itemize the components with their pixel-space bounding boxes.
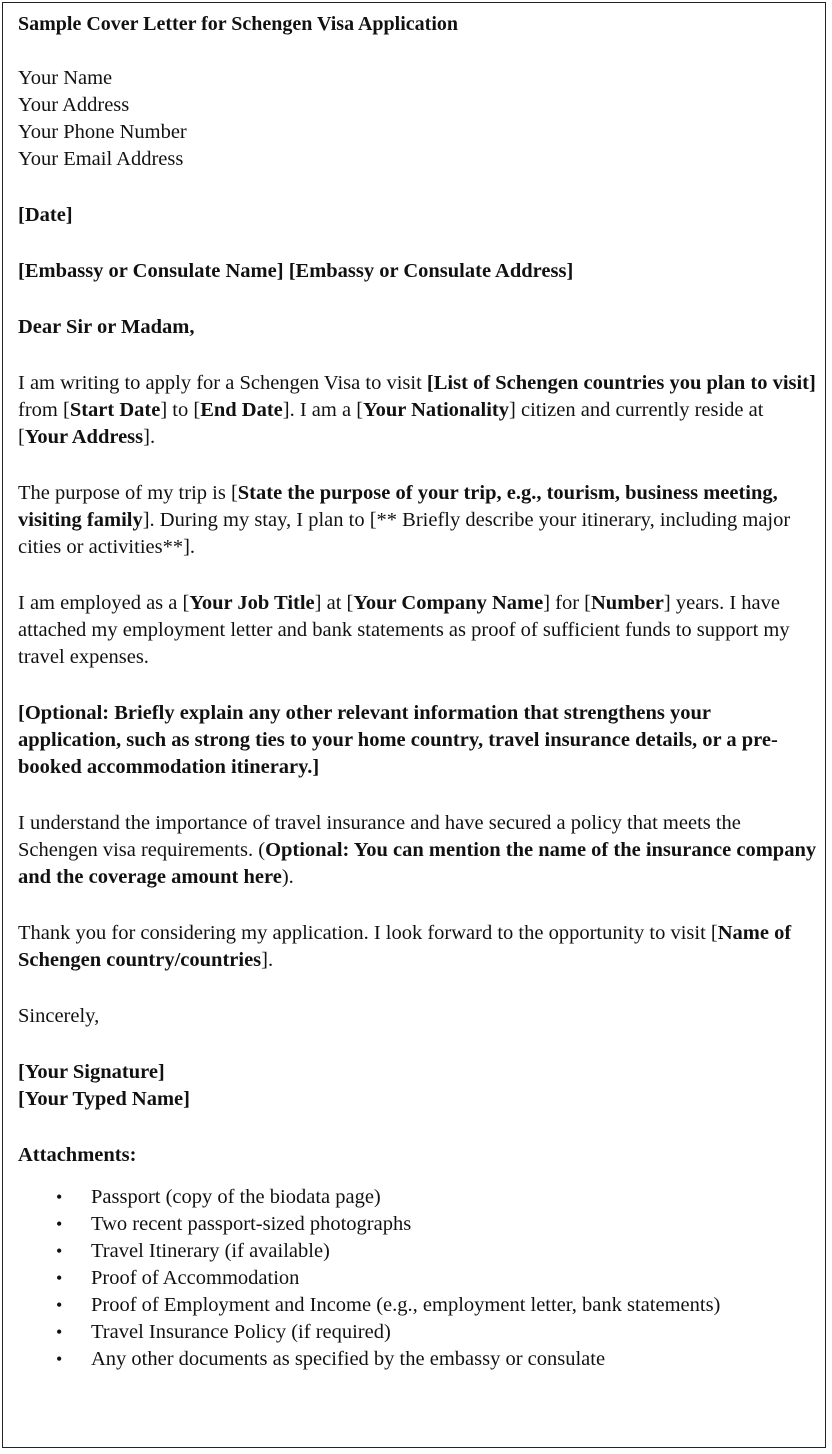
list-item: • Two recent passport-sized photographs [18, 1211, 818, 1238]
attachments-list [18, 1184, 818, 1373]
insurance-paragraph [18, 810, 818, 891]
employment-text: ] for [ [543, 592, 591, 614]
countries-placeholder: [List of Schengen countries you plan to visit] [426, 372, 816, 394]
years-placeholder: Number [591, 592, 664, 614]
list-item: • Passport (copy of the biodata page) [18, 1184, 818, 1211]
purpose-paragraph [18, 480, 818, 561]
list-item: • Any other documents as specified by the embassy or consulate [18, 1346, 818, 1373]
job-title-placeholder: Your Job Title [189, 592, 315, 614]
intro-text: I am writing to apply for a Schengen Visa to visit [18, 372, 427, 394]
intro-text: from [ [18, 399, 70, 421]
date-placeholder: [Date] [18, 204, 73, 226]
start-date-placeholder: Start Date [69, 399, 161, 421]
nationality-placeholder: Your Nationality [363, 399, 510, 421]
intro-text: ]. I am a [ [282, 399, 364, 421]
sender-email: Your Email Address [18, 148, 184, 170]
end-date-placeholder: End Date [200, 399, 283, 421]
insurance-text: I understand the importance of travel insurance and have secured a policy that meets the Schengen visa requirements. ( [18, 812, 741, 861]
list-item: • Proof of Employment and Income (e.g., employment letter, bank statements) [18, 1292, 818, 1319]
list-item: • Travel Itinerary (if available) [18, 1238, 818, 1265]
recipient-block [18, 258, 818, 285]
typed-name-placeholder: [Your Typed Name] [18, 1088, 190, 1110]
salutation: Dear Sir or Madam, [18, 316, 195, 338]
purpose-text: The purpose of my trip is [ [18, 482, 238, 504]
sender-block [18, 65, 818, 173]
company-placeholder: Your Company Name [353, 592, 544, 614]
attachments-heading: Attachments: [18, 1144, 137, 1166]
employment-text: I am employed as a [ [18, 592, 190, 614]
list-item: • Proof of Accommodation [18, 1265, 818, 1292]
purpose-text: ]. During my stay, I plan to [** Briefly describe your itinerary, including major cities or activities**]. [18, 509, 791, 558]
optional-paragraph: [Optional: Briefly explain any other relevant information that strengthens your application, such as strong ties to your home country, travel insurance details, or a pre-booked accommodation itinerary.] [18, 702, 778, 778]
thanks-text: ]. [261, 949, 274, 971]
thanks-paragraph [18, 920, 818, 974]
insurance-text: ). [281, 866, 294, 888]
sender-phone: Your Phone Number [18, 121, 187, 143]
employment-text: ] at [ [314, 592, 354, 614]
country-placeholder: Name of Schengen country/countries [18, 922, 792, 971]
intro-text: ] citizen and currently reside at [ [18, 399, 764, 448]
intro-paragraph [18, 370, 818, 451]
signature-placeholder: [Your Signature] [18, 1061, 165, 1083]
closing: Sincerely, [18, 1005, 100, 1027]
purpose-placeholder: State the purpose of your trip, e.g., tourism, business meeting, visiting family [18, 482, 778, 531]
insurance-placeholder: Optional: You can mention the name of the insurance company and the coverage amount here [18, 839, 817, 888]
sender-name: Your Name [18, 67, 113, 89]
recipient-name: [Embassy or Consulate Name] [18, 260, 284, 282]
employment-paragraph [18, 590, 818, 671]
list-item: • Travel Insurance Policy (if required) [18, 1319, 818, 1346]
document-frame [2, 2, 826, 1448]
signature-block [18, 1059, 818, 1113]
cover-letter [18, 11, 818, 1373]
sender-address: Your Address [18, 94, 130, 116]
employment-text: ] years. I have attached my employment letter and bank statements as proof of sufficient funds to support my travel expenses. [18, 592, 790, 668]
recipient-address: [Embassy or Consulate Address] [288, 260, 574, 282]
intro-text: ] to [ [160, 399, 201, 421]
document-title: Sample Cover Letter for Schengen Visa Application [18, 13, 458, 35]
intro-text: ]. [143, 426, 156, 448]
address-placeholder: Your Address [24, 426, 144, 448]
thanks-text: Thank you for considering my application. I look forward to the opportunity to visit [ [18, 922, 718, 944]
